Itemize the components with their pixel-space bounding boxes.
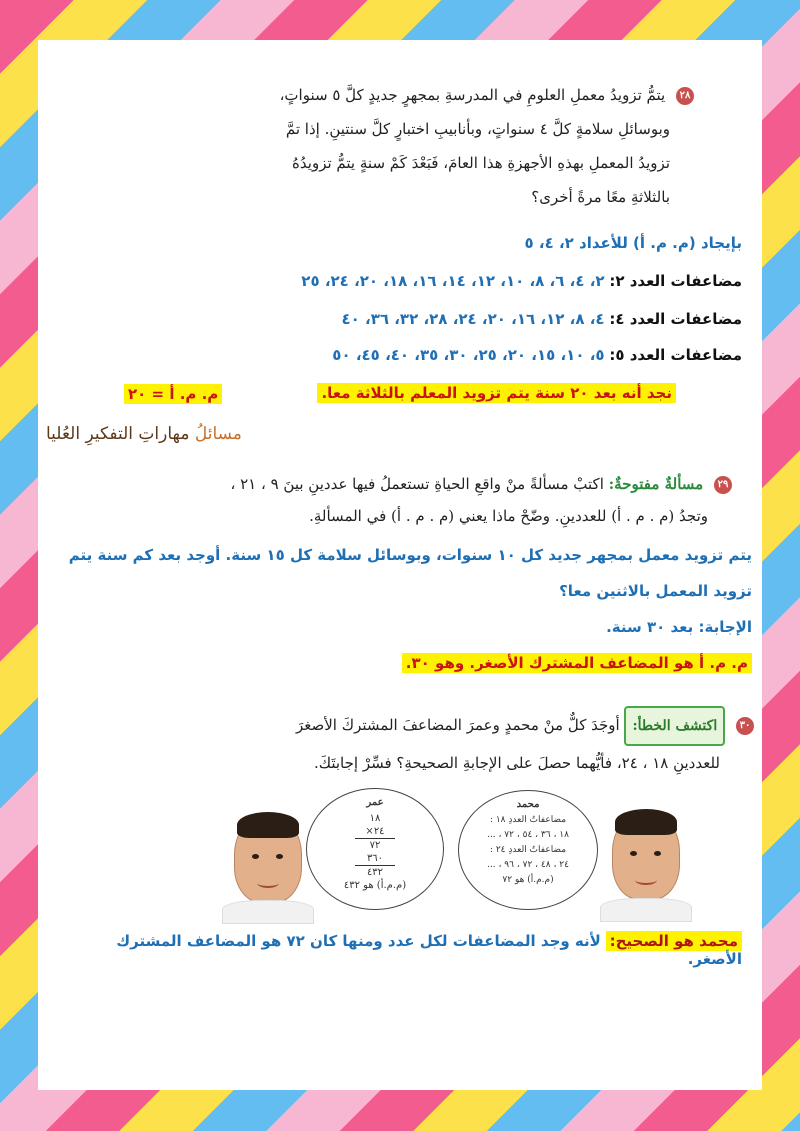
multiples-2-values: ٢، ٤، ٦، ٨، ١٠، ١٢، ١٤، ١٦، ١٨، ٢٠، ٢٤، ٢٥ [301,272,605,290]
omar-avatar [234,815,302,903]
mohammed-work: مضاعفاتُ العددِ ١٨ : ١٨ ، ٣٦ ، ٥٤ ، ٧٢ ، ... مضاعفاتُ العددِ ٢٤ : ٢٤ ، ٤٨ ، ٧٢ ، ٩٦ ، ... (م.م.أ) هو ٧٢ [487,815,569,885]
open-question-label: مسألةٌ مفتوحةٌ: [608,475,704,493]
mohammed-shirt [600,898,692,922]
section-word-2: مهاراتِ التفكيرِ العُليا [46,424,190,444]
multiples-5-values: ٥، ١٠، ١٥، ٢٠، ٢٥، ٣٠، ٣٥، ٤٠، ٤٥، ٥٠ [332,346,605,364]
question-30 [68,706,754,780]
lcm-result-line [124,384,676,402]
multiples-4-label: مضاعفات العدد ٤: [609,310,742,328]
q30-line-1: ٣٠ اكتشف الخطأ: أوجَدَ كلٌّ منْ محمدٍ وعمرَ المضاعفَ المشتركَ الأصغرَ [68,706,754,746]
q28-line-2: وبوسائلِ سلامةٍ كلَّ ٤ سنواتٍ، وبأنابيبِ اختبارٍ كلَّ سنتينِ. إذا تمَّ [285,120,670,138]
lcm-conclusion: نجد أنه بعد ٢٠ سنة يتم تزويد المعلم بالثلاثة معا. [317,383,676,403]
q29-line-2: وتجدُ (م . م . أ) للعددينِ. وضّحْ ماذا يعني (م . م . أ) في المسألةِ. [309,507,708,525]
q28-number: ٢٨ [676,87,694,105]
q30-number: ٣٠ [736,717,754,735]
multiples-of-4 [38,310,742,328]
answer-29-line-3: الإجابة: بعد ٣٠ سنة. [606,618,752,636]
omar-work: ١٨ ٢٤× ٧٢ ٣٦٠ ٤٣٢ (م.م.أ) هو ٤٣٢ [343,813,407,891]
answer-29-line-4: م. م. أ هو المضاعف المشترك الأصغر. وهو ٣٠. [402,653,752,673]
answer-30 [58,932,742,968]
answer-30-label: محمد هو الصحيح: [606,931,742,951]
mohammed-avatar [612,812,680,900]
q29-line-1: ٢٩ مسألةٌ مفتوحةٌ: اكتبْ مسألةً منْ واقعِ الحياةِ تستعملُ فيها عددينِ بينَ ٩ ، ٢١ ، [58,468,732,500]
multiples-of-2 [38,272,742,290]
find-error-label: اكتشف الخطأ: [624,706,725,746]
q29-number: ٢٩ [714,476,732,494]
mohammed-speech-bubble [458,790,598,910]
omar-shirt [222,900,314,924]
answer-29-line-1: يتم تزويد معمل بمجهر جديد كل ١٠ سنوات، وبوسائل سلامة كل ١٥ سنة. أوجد بعد كم سنة يتم [68,546,752,564]
answer-30-text: لأنه وجد المضاعفات لكل عدد ومنها كان ٧٢ هو المضاعف المشترك الأصغر. [116,932,742,968]
lcm-result: م. م. أ = ٢٠ [124,384,222,404]
multiples-2-label: مضاعفات العدد ٢: [609,272,742,290]
question-28 [78,78,694,214]
omar-speech-bubble [306,788,444,910]
multiples-5-label: مضاعفات العدد ٥: [609,346,742,364]
omar-name: عمر [366,797,384,808]
q28-line-1: ٢٨ يتمُّ تزويدُ معملِ العلومِ في المدرسةِ بمجهرٍ جديدٍ كلَّ ٥ سنواتٍ، [78,78,694,112]
section-header [46,424,242,444]
answer-29-line-2: تزويد المعمل بالاثنين معا؟ [559,582,752,600]
multiples-of-5 [38,346,742,364]
question-29 [58,468,732,532]
lcm-heading: بإيجاد (م. م. أ) للأعداد ٢، ٤، ٥ [524,234,742,252]
q28-line-3: تزويدُ المعملِ بهذهِ الأجهزةِ هذا العامَ، فَبَعْدَ كَمْ سنةٍ يتمُّ تزويدُهُ [292,154,670,172]
answer-29-line-4-wrap [38,654,752,672]
q30-line-2: للعددينِ ١٨ ، ٢٤، فأيُّهما حصلَ على الإجابةِ الصحيحةِ؟ فسِّرْ إجابتَكَ. [313,754,720,772]
section-word-1: مسائلُ [194,424,242,444]
multiples-4-values: ٤، ٨، ١٢، ١٦، ٢٠، ٢٤، ٢٨، ٣٢، ٣٦، ٤٠ [341,310,605,328]
q28-line-4: بالثلاثةِ معًا مرةً أخرى؟ [531,188,670,206]
mohammed-name: محمد [516,799,540,810]
worksheet-page [38,40,762,1090]
